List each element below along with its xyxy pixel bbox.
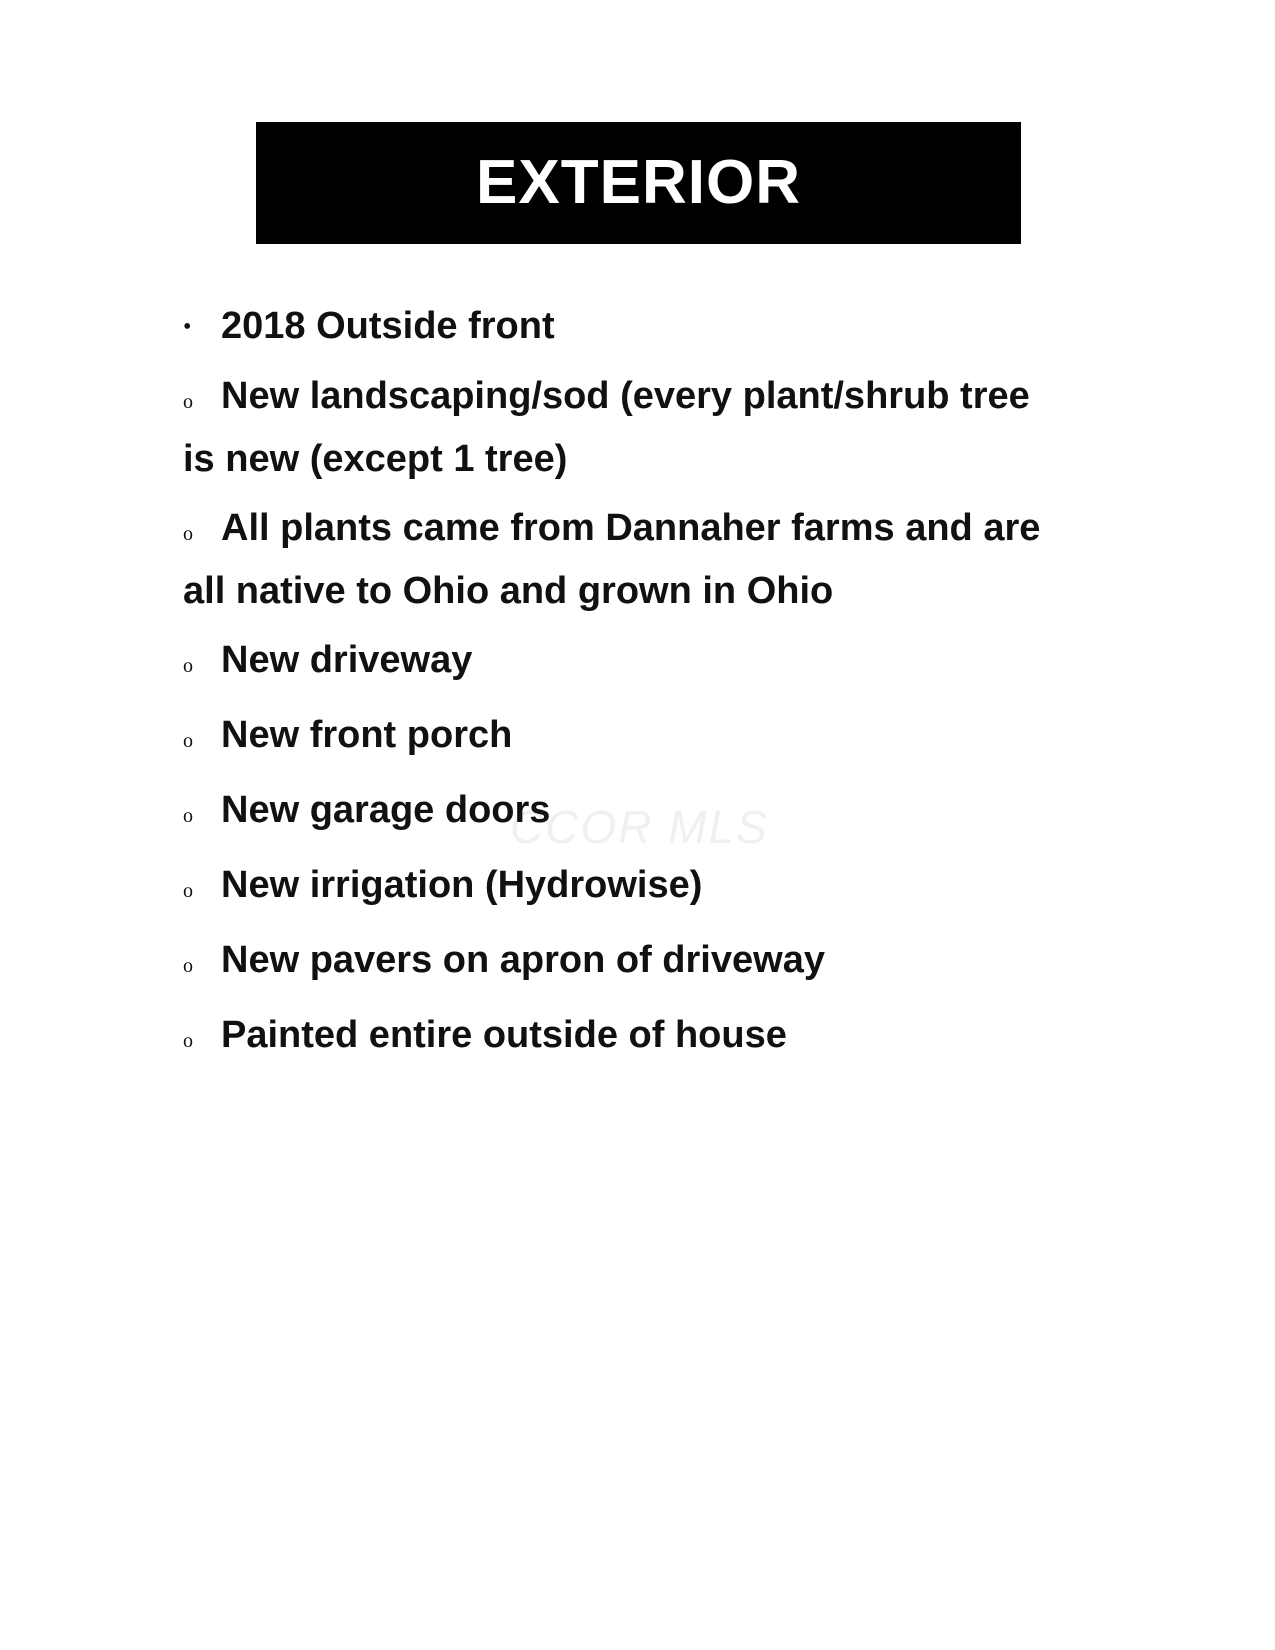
watermark: CCOR MLS	[510, 801, 769, 853]
list-item	[183, 707, 1043, 770]
sub-bullet-marker: o	[183, 655, 193, 677]
exterior-list	[183, 298, 1043, 1082]
list-item	[183, 632, 1043, 695]
sub-bullet-marker: o	[183, 523, 193, 545]
header-bar	[256, 122, 1021, 244]
page-title: EXTERIOR	[476, 148, 801, 217]
sub-bullet-marker: o	[183, 880, 193, 902]
list-item-text: New irrigation (Hydrowise)	[221, 864, 703, 906]
list-item-text: New front porch	[221, 714, 513, 756]
list-item	[183, 298, 1043, 356]
list-item-text: New pavers on apron of driveway	[221, 939, 825, 981]
sub-bullet-marker: o	[183, 955, 193, 977]
list-item	[183, 1007, 1043, 1070]
list-item-text: All plants came from Dannaher farms and are all native to Ohio and grown in Ohio	[183, 507, 1041, 612]
list-item	[183, 782, 1043, 845]
list-item	[183, 500, 1043, 620]
bullet-marker: •	[183, 314, 192, 340]
list-item-text: Painted entire outside of house	[221, 1014, 787, 1056]
list-item-text: New landscaping/sod (every plant/shrub tree is new (except 1 tree)	[183, 375, 1030, 480]
sub-bullet-marker: o	[183, 1030, 193, 1052]
sub-bullet-marker: o	[183, 730, 193, 752]
list-item-text: 2018 Outside front	[221, 305, 555, 347]
list-item-text: New garage doors	[221, 789, 551, 831]
list-item	[183, 368, 1043, 488]
list-item	[183, 857, 1043, 920]
sub-bullet-marker: o	[183, 805, 193, 827]
sub-bullet-marker: o	[183, 391, 193, 413]
list-item	[183, 932, 1043, 995]
list-item-text: New driveway	[221, 639, 473, 681]
